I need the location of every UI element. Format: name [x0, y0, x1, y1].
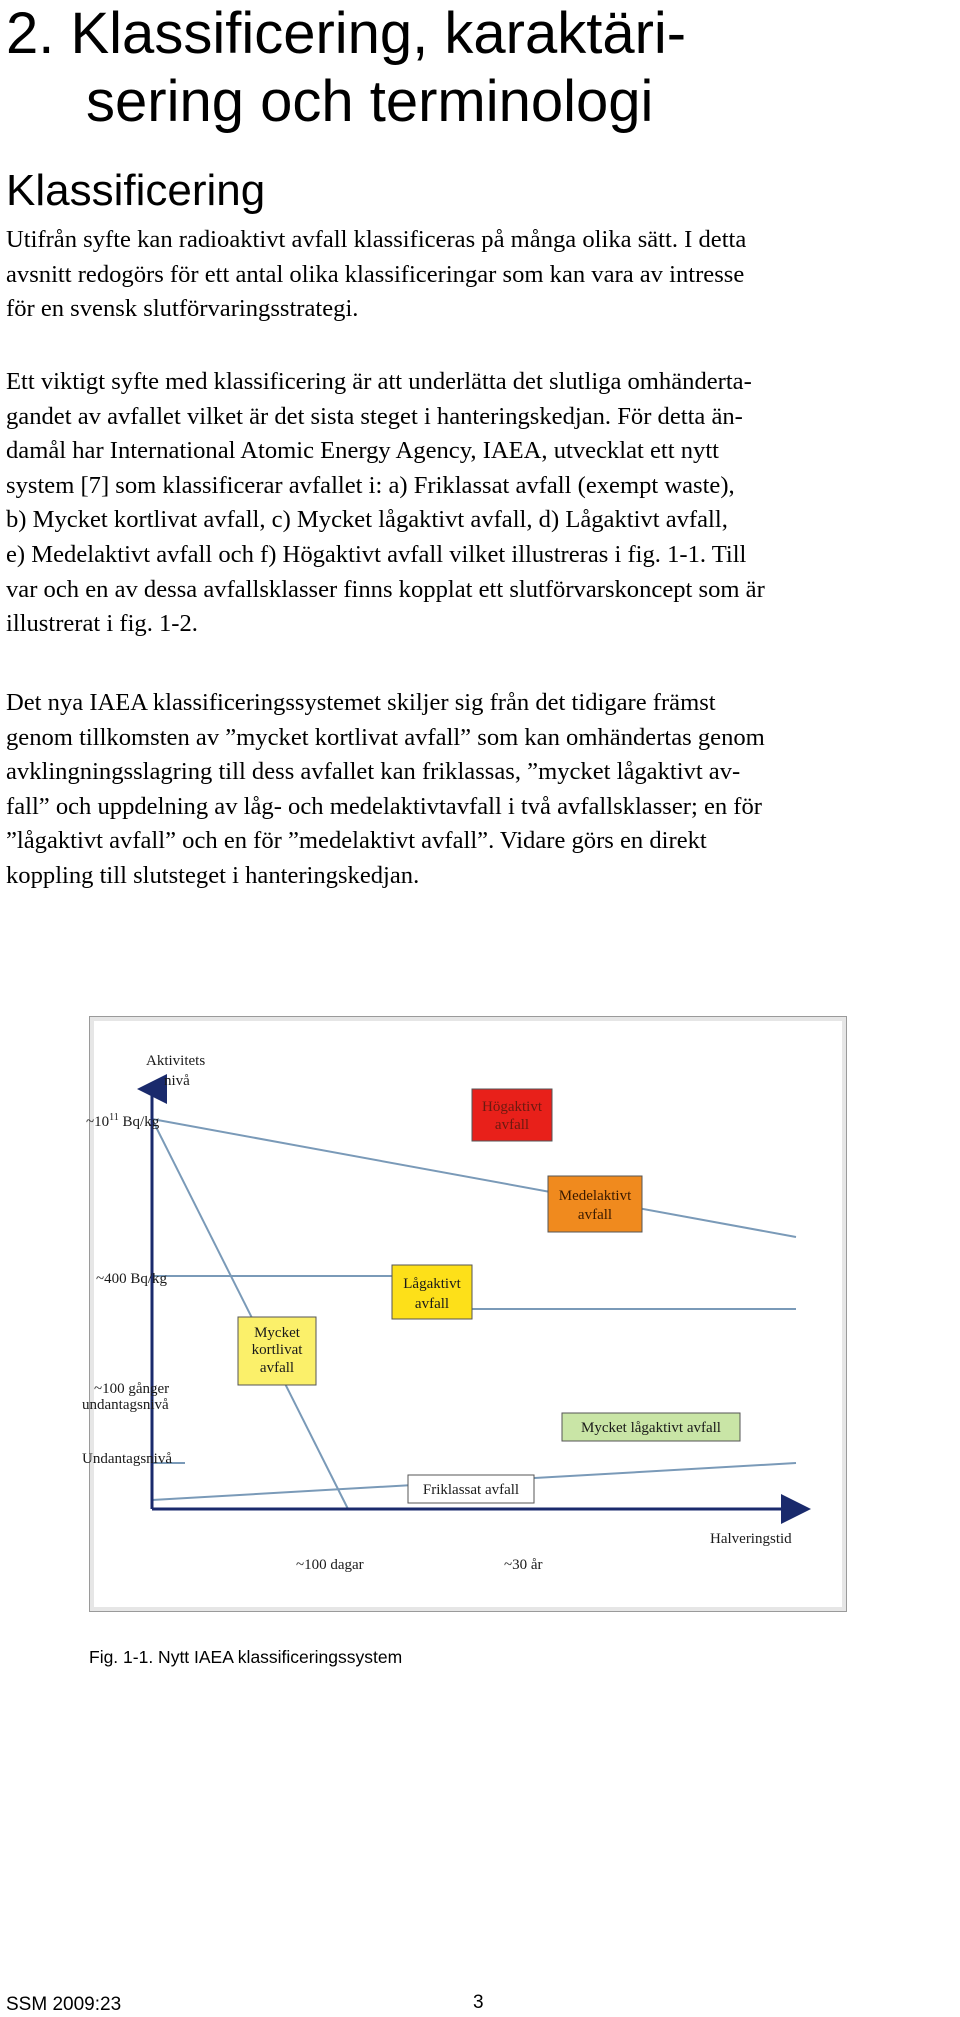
- y-tick-top: $\sim 10^{11}$ Bq/kg: [86, 1112, 160, 1130]
- svg-text:Friklassat avfall: Friklassat avfall: [422, 1482, 520, 1498]
- paragraph-line: b) Mycket kortlivat avfall, c) Mycket lågaktivt avfall, d) Lågaktivt avfall,: [6, 506, 728, 534]
- box-lagaktivt: [392, 1265, 472, 1319]
- paragraph-line: genom tillkomsten av ”mycket kortlivat avfall” som kan omhändertas genom: [6, 723, 765, 751]
- y-axis-title-line2: nivå: [164, 1073, 190, 1089]
- svg-text:avfall: avfall: [494, 1117, 530, 1133]
- svg-text:Medelaktivt: Medelaktivt: [558, 1188, 632, 1204]
- paragraph-line: för en svensk slutförvaringsstrategi.: [6, 295, 359, 323]
- paragraph-line: koppling till slutsteget i hanteringskedjan.: [6, 861, 420, 889]
- box-friklassat: [408, 1475, 534, 1503]
- paragraph-line: avsnitt redogörs för ett antal olika klassificeringar som kan vara av intresse: [6, 260, 745, 288]
- paragraph-new-system: [6, 686, 952, 894]
- chapter-heading-line2: sering och terminologi: [86, 69, 654, 134]
- x-tick-right: ~30 år: [504, 1557, 543, 1573]
- chapter-heading: [6, 0, 936, 136]
- paragraph-intro: [6, 223, 952, 327]
- figure-caption: Fig. 1-1. Nytt IAEA klassificeringssystem: [89, 1647, 403, 1667]
- y-axis-title-line1: Aktivitets: [146, 1053, 206, 1069]
- paragraph-line: illustrerat i fig. 1-2.: [6, 610, 198, 638]
- paragraph-line: Ett viktigt syfte med klassificering är att underlätta det slutliga omhänderta-: [6, 368, 752, 395]
- svg-text:avfall: avfall: [577, 1207, 613, 1223]
- svg-text:Mycket: Mycket: [254, 1325, 300, 1341]
- section-heading: Klassificering: [6, 166, 266, 215]
- classification-figure: [82, 1016, 847, 1612]
- boundary-line-steep: [152, 1119, 348, 1509]
- paragraph-line: damål har International Atomic Energy Agency, IAEA, utvecklat ett nytt: [6, 437, 720, 465]
- paragraph-purpose: [6, 365, 952, 642]
- x-axis-title: Halveringstid: [710, 1531, 792, 1547]
- box-mycket-kortlivat: [238, 1317, 316, 1385]
- classification-diagram: [82, 1017, 846, 1611]
- paragraph-line: fall” och uppdelning av låg- och medelaktivtavfall i två avfallsklasser; en för: [6, 792, 762, 820]
- svg-text:avfall: avfall: [414, 1296, 450, 1312]
- paragraph-line: Utifrån syfte kan radioaktivt avfall klassificeras på många olika sätt. I detta: [6, 226, 747, 253]
- svg-text:Mycket lågaktivt avfall: Mycket lågaktivt avfall: [581, 1420, 721, 1436]
- chapter-heading-line1: 2. Klassificering, karaktäri-: [6, 1, 687, 66]
- box-mycket-lagaktivt: [562, 1413, 740, 1441]
- paragraph-line: system [7] som klassificerar avfallet i: a) Friklassat avfall (exempt waste),: [6, 471, 735, 499]
- y-tick-base: Undantagsnivå: [82, 1451, 172, 1467]
- x-tick-left: ~100 dagar: [296, 1557, 364, 1573]
- svg-text:kortlivat: kortlivat: [251, 1342, 303, 1358]
- paragraph-line: ”lågaktivt avfall” och en för ”medelaktivt avfall”. Vidare görs en direkt: [6, 827, 707, 855]
- footer-page-number: 3: [473, 1992, 484, 2013]
- svg-text:Högaktivt: Högaktivt: [482, 1099, 542, 1115]
- boundary-line-mid: [152, 1276, 796, 1309]
- paragraph-line: gandet av avfallet vilket är det sista steget i hanteringskedjan. För detta än-: [6, 402, 743, 430]
- y-tick-low-line1: ~100 gånger: [94, 1381, 170, 1397]
- y-tick-mid: ~400 Bq/kg: [96, 1271, 168, 1287]
- box-hogaktivt: [472, 1089, 552, 1141]
- svg-text:avfall: avfall: [259, 1360, 295, 1376]
- paragraph-line: avklingningsslagring till dess avfallet kan friklassas, ”mycket lågaktivt av-: [6, 758, 741, 786]
- paragraph-line: e) Medelaktivt avfall och f) Högaktivt avfall vilket illustreras i fig. 1-1. Till: [6, 540, 747, 568]
- footer-report-id: SSM 2009:23: [6, 1994, 122, 2015]
- y-tick-low-line2: undantagsnivå: [82, 1397, 169, 1413]
- paragraph-line: var och en av dessa avfallsklasser finns kopplat ett slutförvarskoncept som är: [6, 575, 765, 603]
- box-medelaktivt: [548, 1176, 642, 1232]
- paragraph-line: Det nya IAEA klassificeringssystemet skiljer sig från det tidigare främst: [6, 689, 716, 716]
- svg-text:Lågaktivt: Lågaktivt: [403, 1276, 461, 1292]
